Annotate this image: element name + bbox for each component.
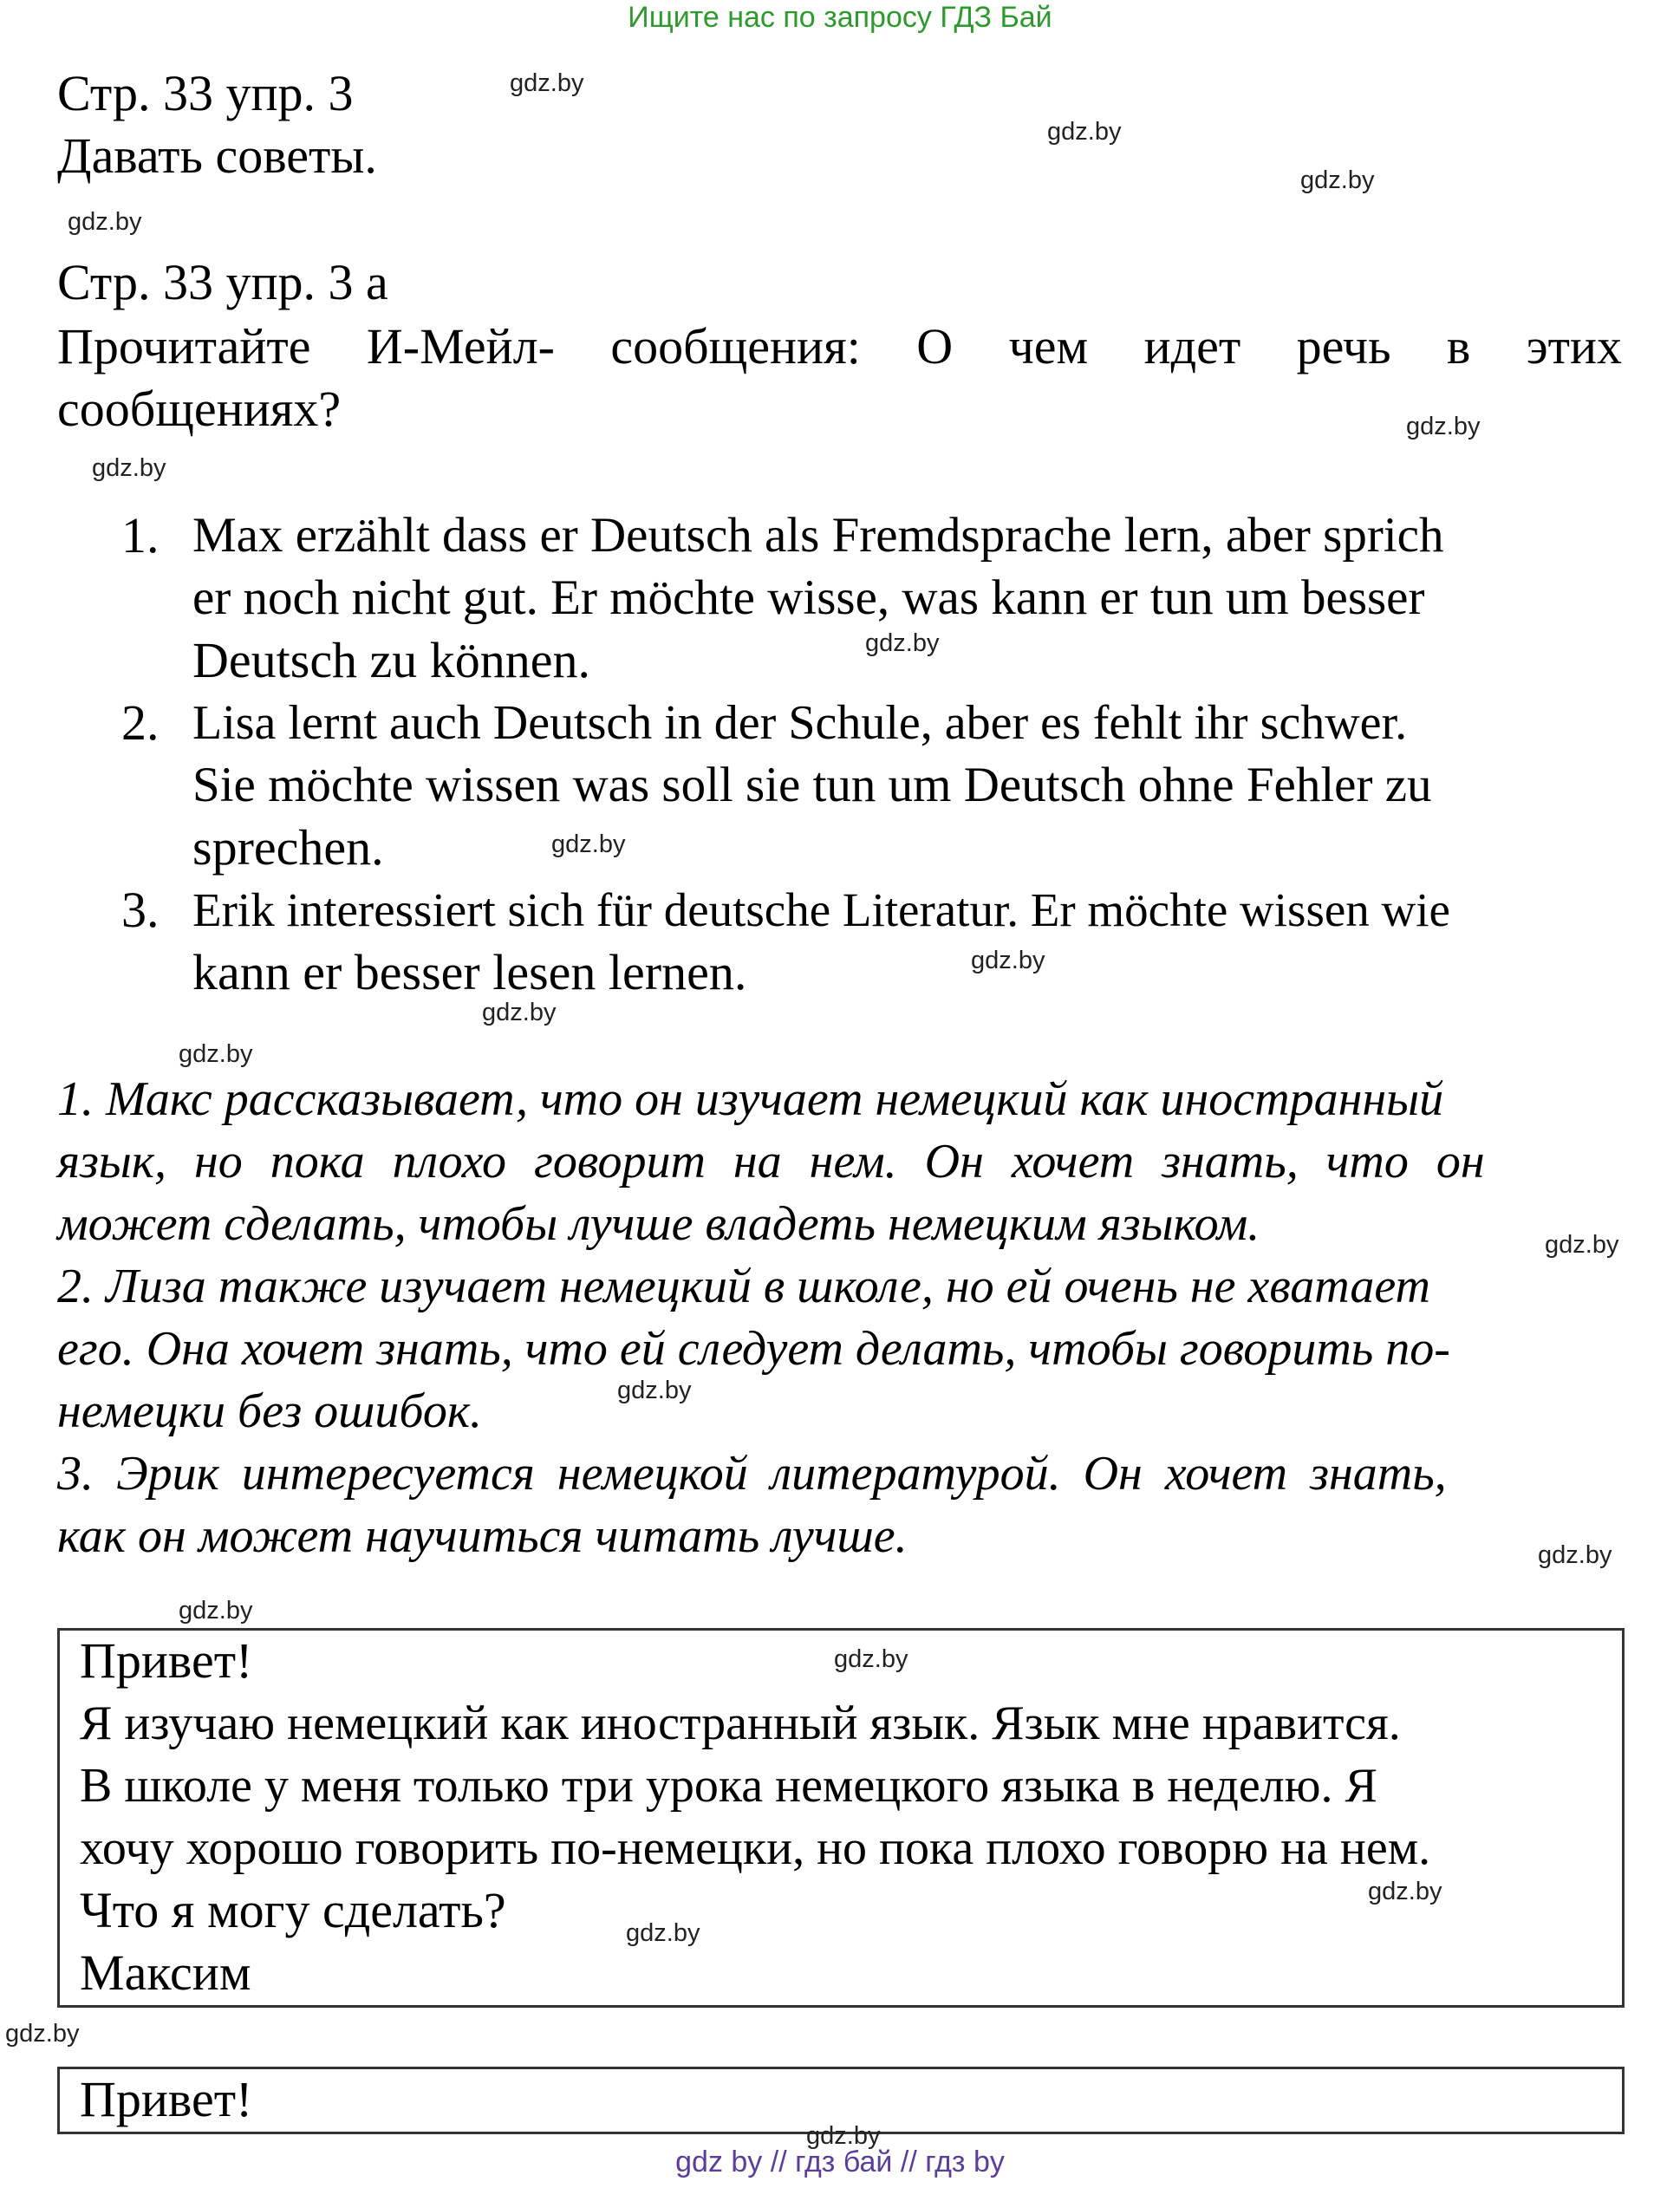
german-item-2-line: sprechen. (192, 819, 384, 876)
watermark: gdz.by (482, 999, 557, 1026)
exercise-heading-a: Стр. 33 упр. 3 а (57, 254, 388, 310)
letter-line: Я изучаю немецкий как иностранный язык. Язык мне нравится. (80, 1696, 1401, 1750)
watermark: gdz.by (865, 629, 940, 657)
watermark: gdz.by (834, 1645, 908, 1673)
watermark: gdz.by (92, 454, 166, 482)
watermark: gdz.by (551, 830, 626, 858)
german-item-1-line: Max erzählt dass er Deutsch als Fremdsprache lern, aber sprich (192, 508, 1444, 563)
watermark: gdz.by (626, 1919, 700, 1947)
letter-signature: Максим (80, 1944, 251, 2001)
german-item-1-line: Deutsch zu können. (192, 632, 591, 688)
letter-line: хочу хорошо говорить по-немецки, но пока плохо говорю на нем. (80, 1821, 1431, 1875)
translation-line: немецки без ошибок. (57, 1384, 483, 1438)
translation-line: 3. Эрик интересуется немецкой литературой. Он хочет знать, (57, 1447, 1447, 1501)
watermark: gdz.by (179, 1040, 253, 1068)
watermark: gdz.by (1545, 1231, 1619, 1259)
exercise-subheading: Давать советы. (57, 127, 377, 184)
watermark: gdz.by (510, 69, 584, 97)
watermark: gdz.by (1300, 166, 1375, 194)
item-number: 2. (121, 694, 160, 751)
exercise-heading: Стр. 33 упр. 3 (57, 65, 354, 121)
german-item-3-line: kann er besser lesen lernen. (192, 944, 747, 1000)
watermark: gdz.by (806, 2122, 881, 2150)
watermark: gdz.by (971, 947, 1045, 974)
watermark: gdz.by (617, 1377, 692, 1404)
letter-line: В школе у меня только три урока немецкого языка в неделю. Я (80, 1759, 1377, 1813)
translation-line: 2. Лиза также изучает немецкий в школе, но ей очень не хватает (57, 1260, 1430, 1313)
letter-greeting: Привет! (80, 2071, 253, 2127)
watermark: gdz.by (68, 208, 142, 236)
footer-links: gdz by // гдз бай // гдз by (675, 2146, 1005, 2178)
watermark: gdz.by (1406, 413, 1481, 440)
translation-line: как он может научиться читать лучше. (57, 1509, 908, 1563)
german-item-1-line: er noch nicht gut. Er möchte wisse, was kann er tun um besser (192, 570, 1425, 625)
translation-line: 1. Макс рассказывает, что он изучает немецкий как иностранный (57, 1072, 1444, 1126)
watermark: gdz.by (5, 2020, 80, 2048)
watermark: gdz.by (1538, 1541, 1612, 1569)
translation-line: язык, но пока плохо говорит на нем. Он хочет знать, что он (57, 1135, 1485, 1188)
letter-line: Что я могу сделать? (80, 1882, 506, 1938)
watermark: gdz.by (1368, 1878, 1442, 1905)
instruction-line-1: Прочитайте И-Мейл- сообщения: О чем идет речь в этих (57, 318, 1622, 374)
letter-greeting: Привет! (80, 1632, 253, 1689)
german-item-2-line: Sie möchte wissen was soll sie tun um Deutsch ohne Fehler zu (192, 758, 1432, 812)
top-banner: Ищите нас по запросу ГДЗ Бай (628, 1, 1052, 34)
german-item-2-line: Lisa lernt auch Deutsch in der Schule, aber es fehlt ihr schwer. (192, 696, 1408, 750)
translation-line: может сделать, чтобы лучше владеть немецким языком. (57, 1197, 1260, 1251)
german-item-3-line: Erik interessiert sich für deutsche Literatur. Er möchte wissen wie (192, 883, 1450, 936)
watermark: gdz.by (179, 1597, 253, 1625)
watermark: gdz.by (1047, 118, 1122, 146)
translation-line: его. Она хочет знать, что ей следует делать, чтобы говорить по- (57, 1322, 1450, 1376)
item-number: 3. (121, 882, 160, 938)
instruction-line-2: сообщениях? (57, 381, 342, 437)
item-number: 1. (121, 507, 160, 563)
